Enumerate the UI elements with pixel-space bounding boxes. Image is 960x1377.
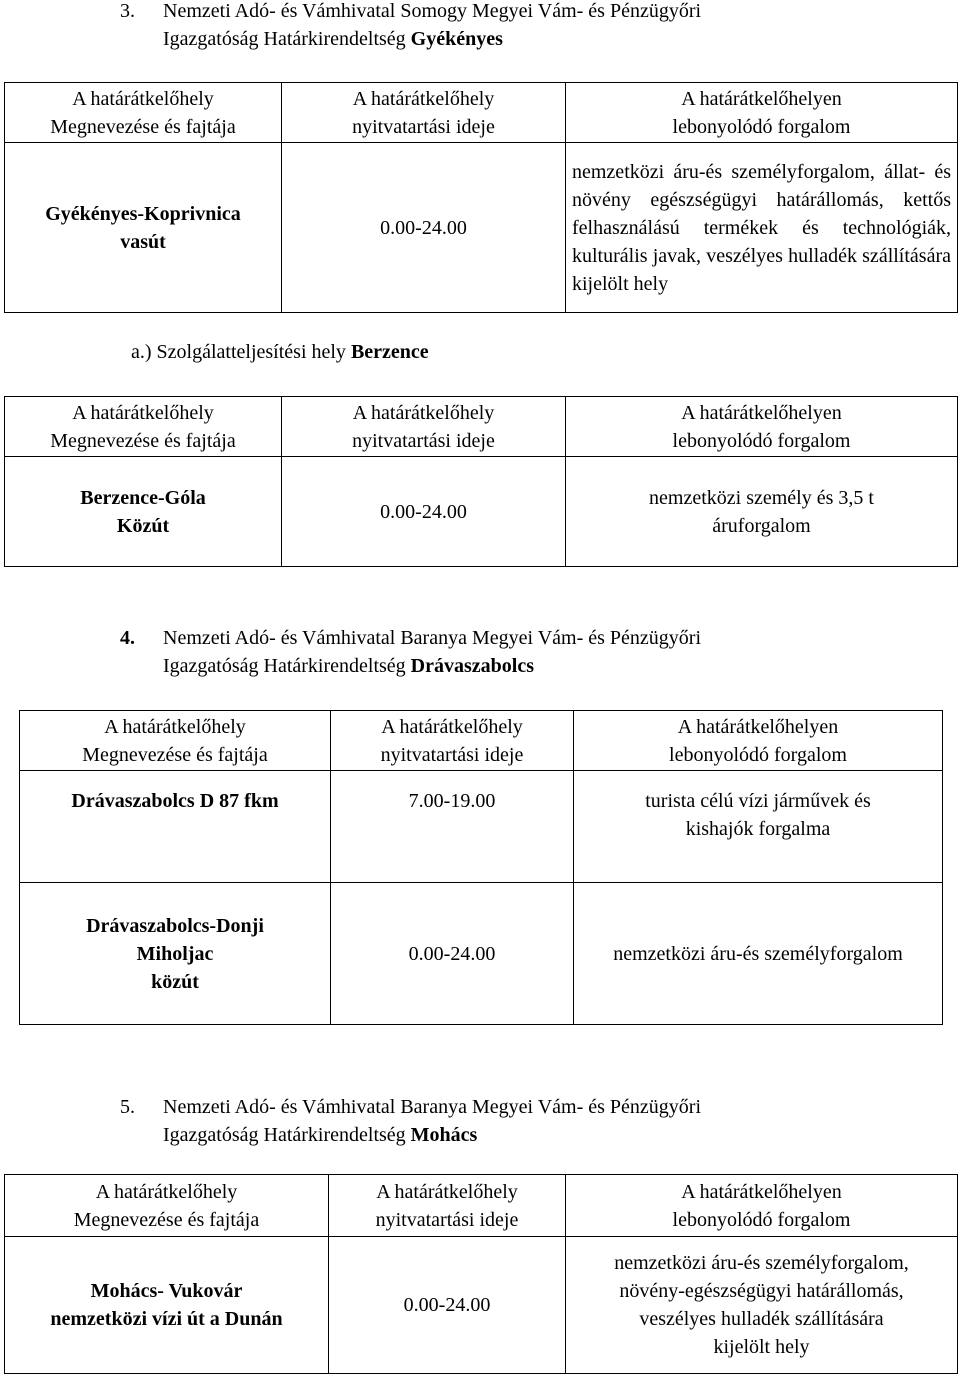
header-hours: A határátkelőhely nyitvatartási ideje [282, 397, 566, 457]
crossing-name: Berzence-Góla Közút [5, 457, 282, 567]
table-dravaszabolcs [19, 710, 943, 1025]
section-5-heading [120, 1093, 701, 1149]
header-name: A határátkelőhely Megnevezése és fajtája [5, 1175, 329, 1237]
table-gyekenyes [4, 82, 958, 313]
crossing-name: Drávaszabolcs-Donji Miholjac közút [20, 883, 331, 1025]
crossing-name: Mohács- Vukovár nemzetközi vízi út a Dunán [5, 1237, 329, 1374]
heading-line-2: Igazgatóság Határkirendeltség Drávaszabolcs [163, 655, 534, 677]
heading-line-2: Igazgatóság Határkirendeltség Gyékényes [163, 28, 503, 50]
table-header-row [20, 711, 943, 771]
section-number: 4. [120, 627, 135, 649]
subsection-heading: a.) Szolgálatteljesítési hely Berzence [131, 341, 429, 363]
table-row [5, 457, 958, 567]
header-hours: A határátkelőhely nyitvatartási ideje [329, 1175, 566, 1237]
traffic-type: nemzetközi áru-és személyforgalom, állat- és növény egészségügyi határállomás, kettős felhasználású termékek és technológiák, kulturális javak, veszélyes hulladék szállítására kijelölt hely [566, 143, 958, 313]
header-hours: A határátkelőhely nyitvatartási ideje [331, 711, 574, 771]
header-traffic: A határátkelőhelyen lebonyolódó forgalom [574, 711, 943, 771]
opening-hours: 0.00-24.00 [282, 457, 566, 567]
heading-line-1: Nemzeti Adó- és Vámhivatal Baranya Megyei Vám- és Pénzügyőri [163, 1096, 701, 1118]
heading-line-1: Nemzeti Adó- és Vámhivatal Baranya Megyei Vám- és Pénzügyőri [163, 627, 701, 649]
table-row [5, 1237, 958, 1374]
section-3-heading [120, 0, 702, 53]
header-hours: A határátkelőhely nyitvatartási ideje [282, 83, 566, 143]
traffic-type: nemzetközi személy és 3,5 t áruforgalom [566, 457, 958, 567]
opening-hours: 7.00-19.00 [331, 771, 574, 883]
traffic-type: nemzetközi áru-és személyforgalom [574, 883, 943, 1025]
opening-hours: 0.00-24.00 [282, 143, 566, 313]
table-row [20, 771, 943, 883]
table-mohacs [4, 1174, 958, 1374]
header-name: A határátkelőhely Megnevezése és fajtája [5, 397, 282, 457]
header-name: A határátkelőhely Megnevezése és fajtája [20, 711, 331, 771]
header-name: A határátkelőhely Megnevezése és fajtája [5, 83, 282, 143]
section-number: 3. [120, 0, 135, 22]
table-berzence [4, 396, 958, 567]
opening-hours: 0.00-24.00 [331, 883, 574, 1025]
header-traffic: A határátkelőhelyen lebonyolódó forgalom [566, 83, 958, 143]
header-traffic: A határátkelőhelyen lebonyolódó forgalom [566, 397, 958, 457]
traffic-type: turista célú vízi járművek és kishajók forgalma [574, 771, 943, 883]
section-number: 5. [120, 1096, 135, 1118]
table-row [20, 883, 943, 1025]
table-header-row [5, 397, 958, 457]
heading-line-1: Nemzeti Adó- és Vámhivatal Somogy Megyei Vám- és Pénzügyőri [163, 0, 702, 22]
header-traffic: A határátkelőhelyen lebonyolódó forgalom [566, 1175, 958, 1237]
heading-line-2: Igazgatóság Határkirendeltség Mohács [163, 1124, 478, 1146]
section-4-heading [120, 624, 701, 680]
traffic-type: nemzetközi áru-és személyforgalom, növény-egészségügyi határállomás, veszélyes hulladék szállítására kijelölt hely [566, 1237, 958, 1374]
table-header-row [5, 83, 958, 143]
crossing-name: Gyékényes-Koprivnica vasút [5, 143, 282, 313]
crossing-name: Drávaszabolcs D 87 fkm [20, 771, 331, 883]
opening-hours: 0.00-24.00 [329, 1237, 566, 1374]
table-header-row [5, 1175, 958, 1237]
table-row [5, 143, 958, 313]
